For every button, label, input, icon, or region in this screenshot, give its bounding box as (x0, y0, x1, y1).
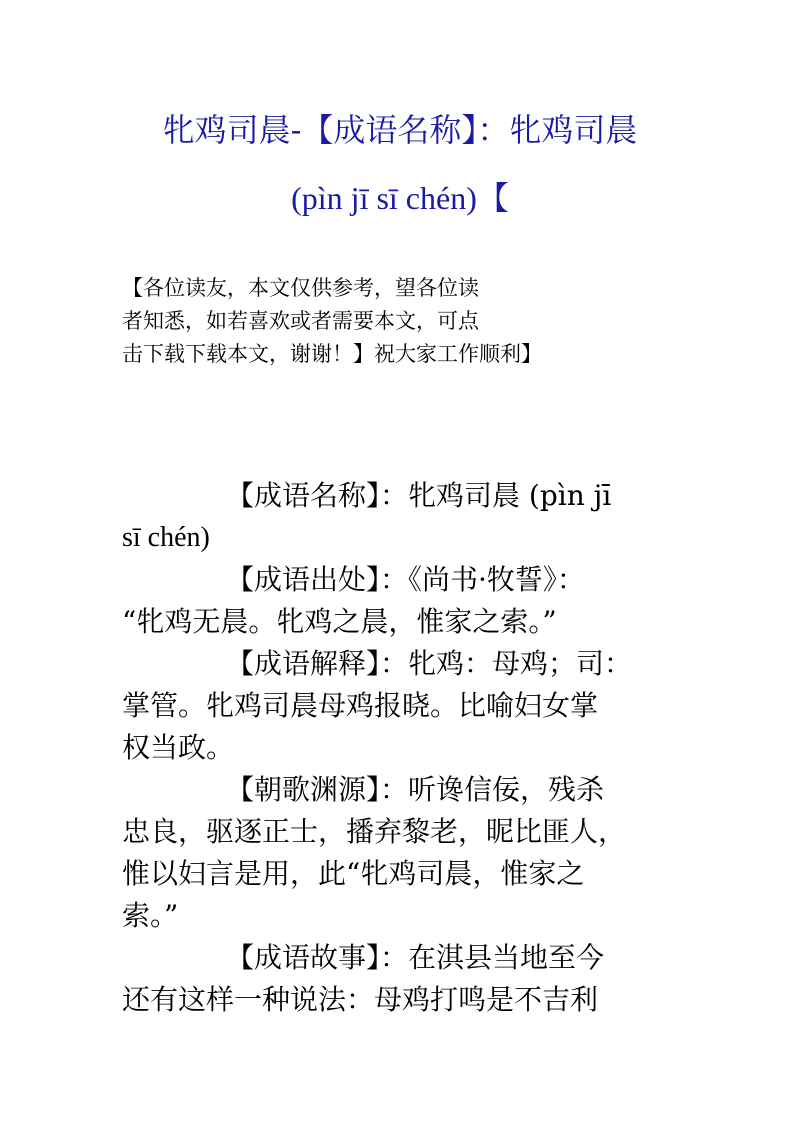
paragraph-line: 【成语出处】：《尚书·牧誓》： (226, 563, 585, 596)
paragraph-line: 【成语名称】：牝鸡司晨 (pìn jī (226, 479, 612, 512)
section-idiom-story (122, 937, 682, 1021)
paragraph-line: 【成语故事】：在淇县当地至今 (226, 941, 605, 974)
section-idiom-explanation (122, 643, 682, 769)
paragraph-line: 索。” (122, 899, 179, 932)
section-idiom-name (122, 475, 682, 559)
paragraph-line: 权当政。 (122, 731, 235, 764)
paragraph-line: 惟以妇言是用，此“牝鸡司晨，惟家之 (122, 857, 585, 890)
paragraph-line: 忠良，驱逐正士，播弃黎老，昵比匪人， (122, 815, 627, 848)
paragraph-line: 【朝歌渊源】：听谗信佞，残杀 (226, 773, 605, 806)
document-body (122, 475, 682, 1021)
notice-line: 【各位读友，本文仅供参考，望各位读 (122, 276, 479, 300)
paragraph-line: 掌管。牝鸡司晨母鸡报晓。比喻妇女掌 (122, 689, 599, 722)
paragraph-line: “牝鸡无晨。牝鸡之晨，惟家之索。” (122, 605, 557, 638)
reader-notice (122, 272, 642, 371)
paragraph-line: sī chén) (122, 522, 210, 553)
paragraph-line: 【成语解释】：牝鸡：母鸡；司： (226, 647, 633, 680)
document-title: 牝鸡司晨-【成语名称】：牝鸡司晨 (162, 111, 638, 149)
notice-line: 者知悉，如若喜欢或者需要本文，可点 (122, 309, 479, 333)
section-zhaoge-origin (122, 769, 682, 937)
notice-line: 击下载下载本文，谢谢！】祝大家工作顺利】 (122, 342, 542, 366)
document-title-pinyin: (pìn jī sī chén)【 (291, 180, 509, 216)
paragraph-line: 还有这样一种说法：母鸡打鸣是不吉利 (122, 983, 599, 1016)
section-idiom-source (122, 559, 682, 643)
